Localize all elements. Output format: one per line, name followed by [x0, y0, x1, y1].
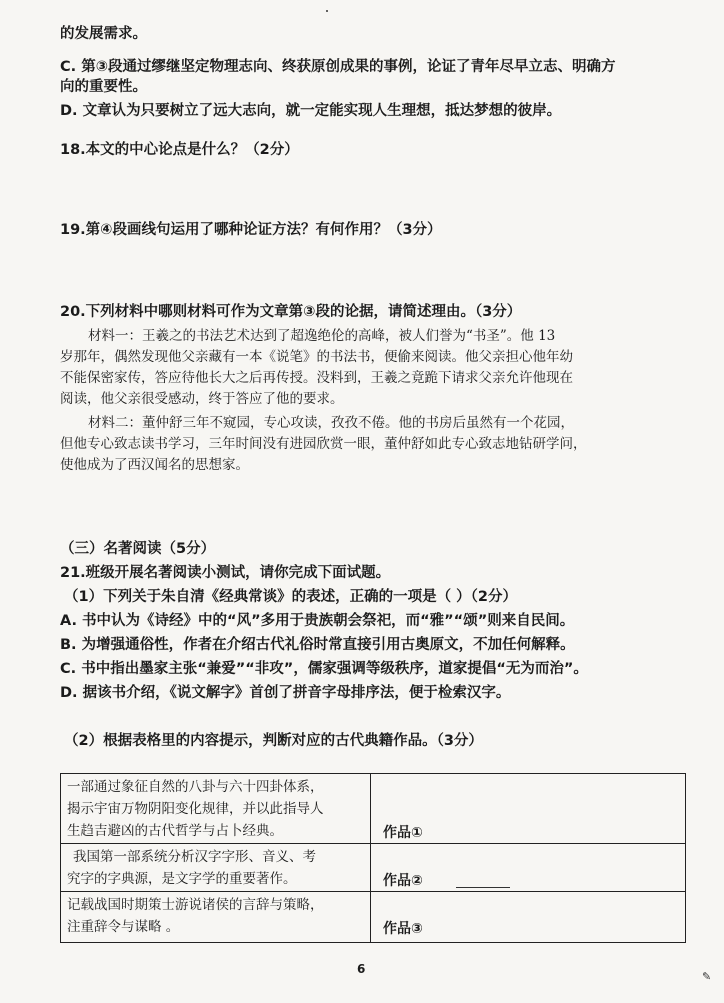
- material-2-line1: 材料二：董仲舒三年不窥园，专心攻读，孜孜不倦。他的书房后虽然有一个花园，: [88, 415, 574, 431]
- work-2-label: 作品②: [383, 873, 423, 889]
- table-divider: [370, 774, 371, 942]
- row-2-text: 我国第一部系统分析汉字字形、音义、考: [73, 849, 316, 865]
- option-d: D. 据该书介绍，《说文解字》首创了拼音字母排序法，便于检索汉字。: [60, 685, 511, 701]
- question-21-1: （1）下列关于朱自清《经典常谈》的表述，正确的一项是（ ）（2分）: [64, 589, 517, 605]
- scan-speck: [326, 10, 328, 12]
- material-2-line2: 但他专心致志读书学习，三年时间没有进园欣赏一眼，董仲舒如此专心致志地钻研学问，: [60, 436, 587, 452]
- page-number: 6: [357, 962, 366, 976]
- option-c-line1: C. 第③段通过缪继坚定物理志向、终获原创成果的事例，论证了青年尽早立志、明确方: [60, 59, 616, 75]
- row-2-text: 究字的字典源，是文字学的重要著作。: [67, 871, 297, 887]
- section-3-heading: （三）名著阅读（5分）: [60, 541, 216, 557]
- row-1-text: 揭示宇宙万物阴阳变化规律，并以此指导人: [67, 801, 324, 817]
- question-20: 20.下列材料中哪则材料可作为文章第③段的论据，请简述理由。（3分）: [60, 304, 522, 320]
- question-19: 19.第④段画线句运用了哪种论证方法？有何作用？（3分）: [60, 222, 442, 238]
- material-1-line3: 不能保密家传，答应待他长大之后再传授。没料到，王羲之竟跪下请求父亲允许他现在: [60, 370, 573, 386]
- row-3-text: 注重辞令与谋略 。: [67, 919, 180, 935]
- work-1-label: 作品①: [383, 825, 423, 841]
- option-a: A. 书中认为《诗经》中的“风”多用于贵族朝会祭祀，而“雅”“颂”则来自民间。: [60, 613, 575, 629]
- question-18: 18.本文的中心论点是什么？（2分）: [60, 142, 299, 158]
- works-table: [60, 773, 686, 943]
- answer-blank[interactable]: [456, 887, 510, 888]
- material-2-line3: 使他成为了西汉闻名的思想家。: [60, 457, 249, 473]
- row-3-text: 记载战国时期策士游说诸侯的言辞与策略，: [67, 897, 324, 913]
- option-c: C. 书中指出墨家主张“兼爱”“非攻”，儒家强调等级秩序，道家提倡“无为而治”。: [60, 661, 588, 677]
- option-d: D. 文章认为只要树立了远大志向，就一定能实现人生理想，抵达梦想的彼岸。: [60, 103, 562, 119]
- material-1-line2: 岁那年，偶然发现他父亲藏有一本《说笔》的书法书，便偷来阅读。他父亲担心他年幼: [60, 349, 573, 365]
- row-1-text: 生趋吉避凶的古代哲学与占卜经典。: [67, 823, 283, 839]
- material-1-line1: 材料一：王羲之的书法艺术达到了超逸绝伦的高峰，被人们誉为“书圣”。他 13: [88, 328, 556, 344]
- material-1-line4: 阅读，他父亲很受感动，终于答应了他的要求。: [60, 391, 344, 407]
- option-c-line2: 向的重要性。: [60, 79, 147, 95]
- text-line: 的发展需求。: [60, 26, 147, 42]
- table-row-divider: [61, 843, 685, 844]
- question-21: 21.班级开展名著阅读小测试，请你完成下面试题。: [60, 565, 391, 581]
- row-1-text: 一部通过象征自然的八卦与六十四卦体系，: [67, 779, 324, 795]
- scan-mark: ✎: [702, 970, 712, 983]
- table-row-divider: [61, 891, 685, 892]
- option-b: B. 为增强通俗性，作者在介绍古代礼俗时常直接引用古奥原文，不加任何解释。: [60, 637, 575, 653]
- question-21-2: （2）根据表格里的内容提示，判断对应的古代典籍作品。（3分）: [64, 733, 483, 749]
- work-3-label: 作品③: [383, 921, 423, 937]
